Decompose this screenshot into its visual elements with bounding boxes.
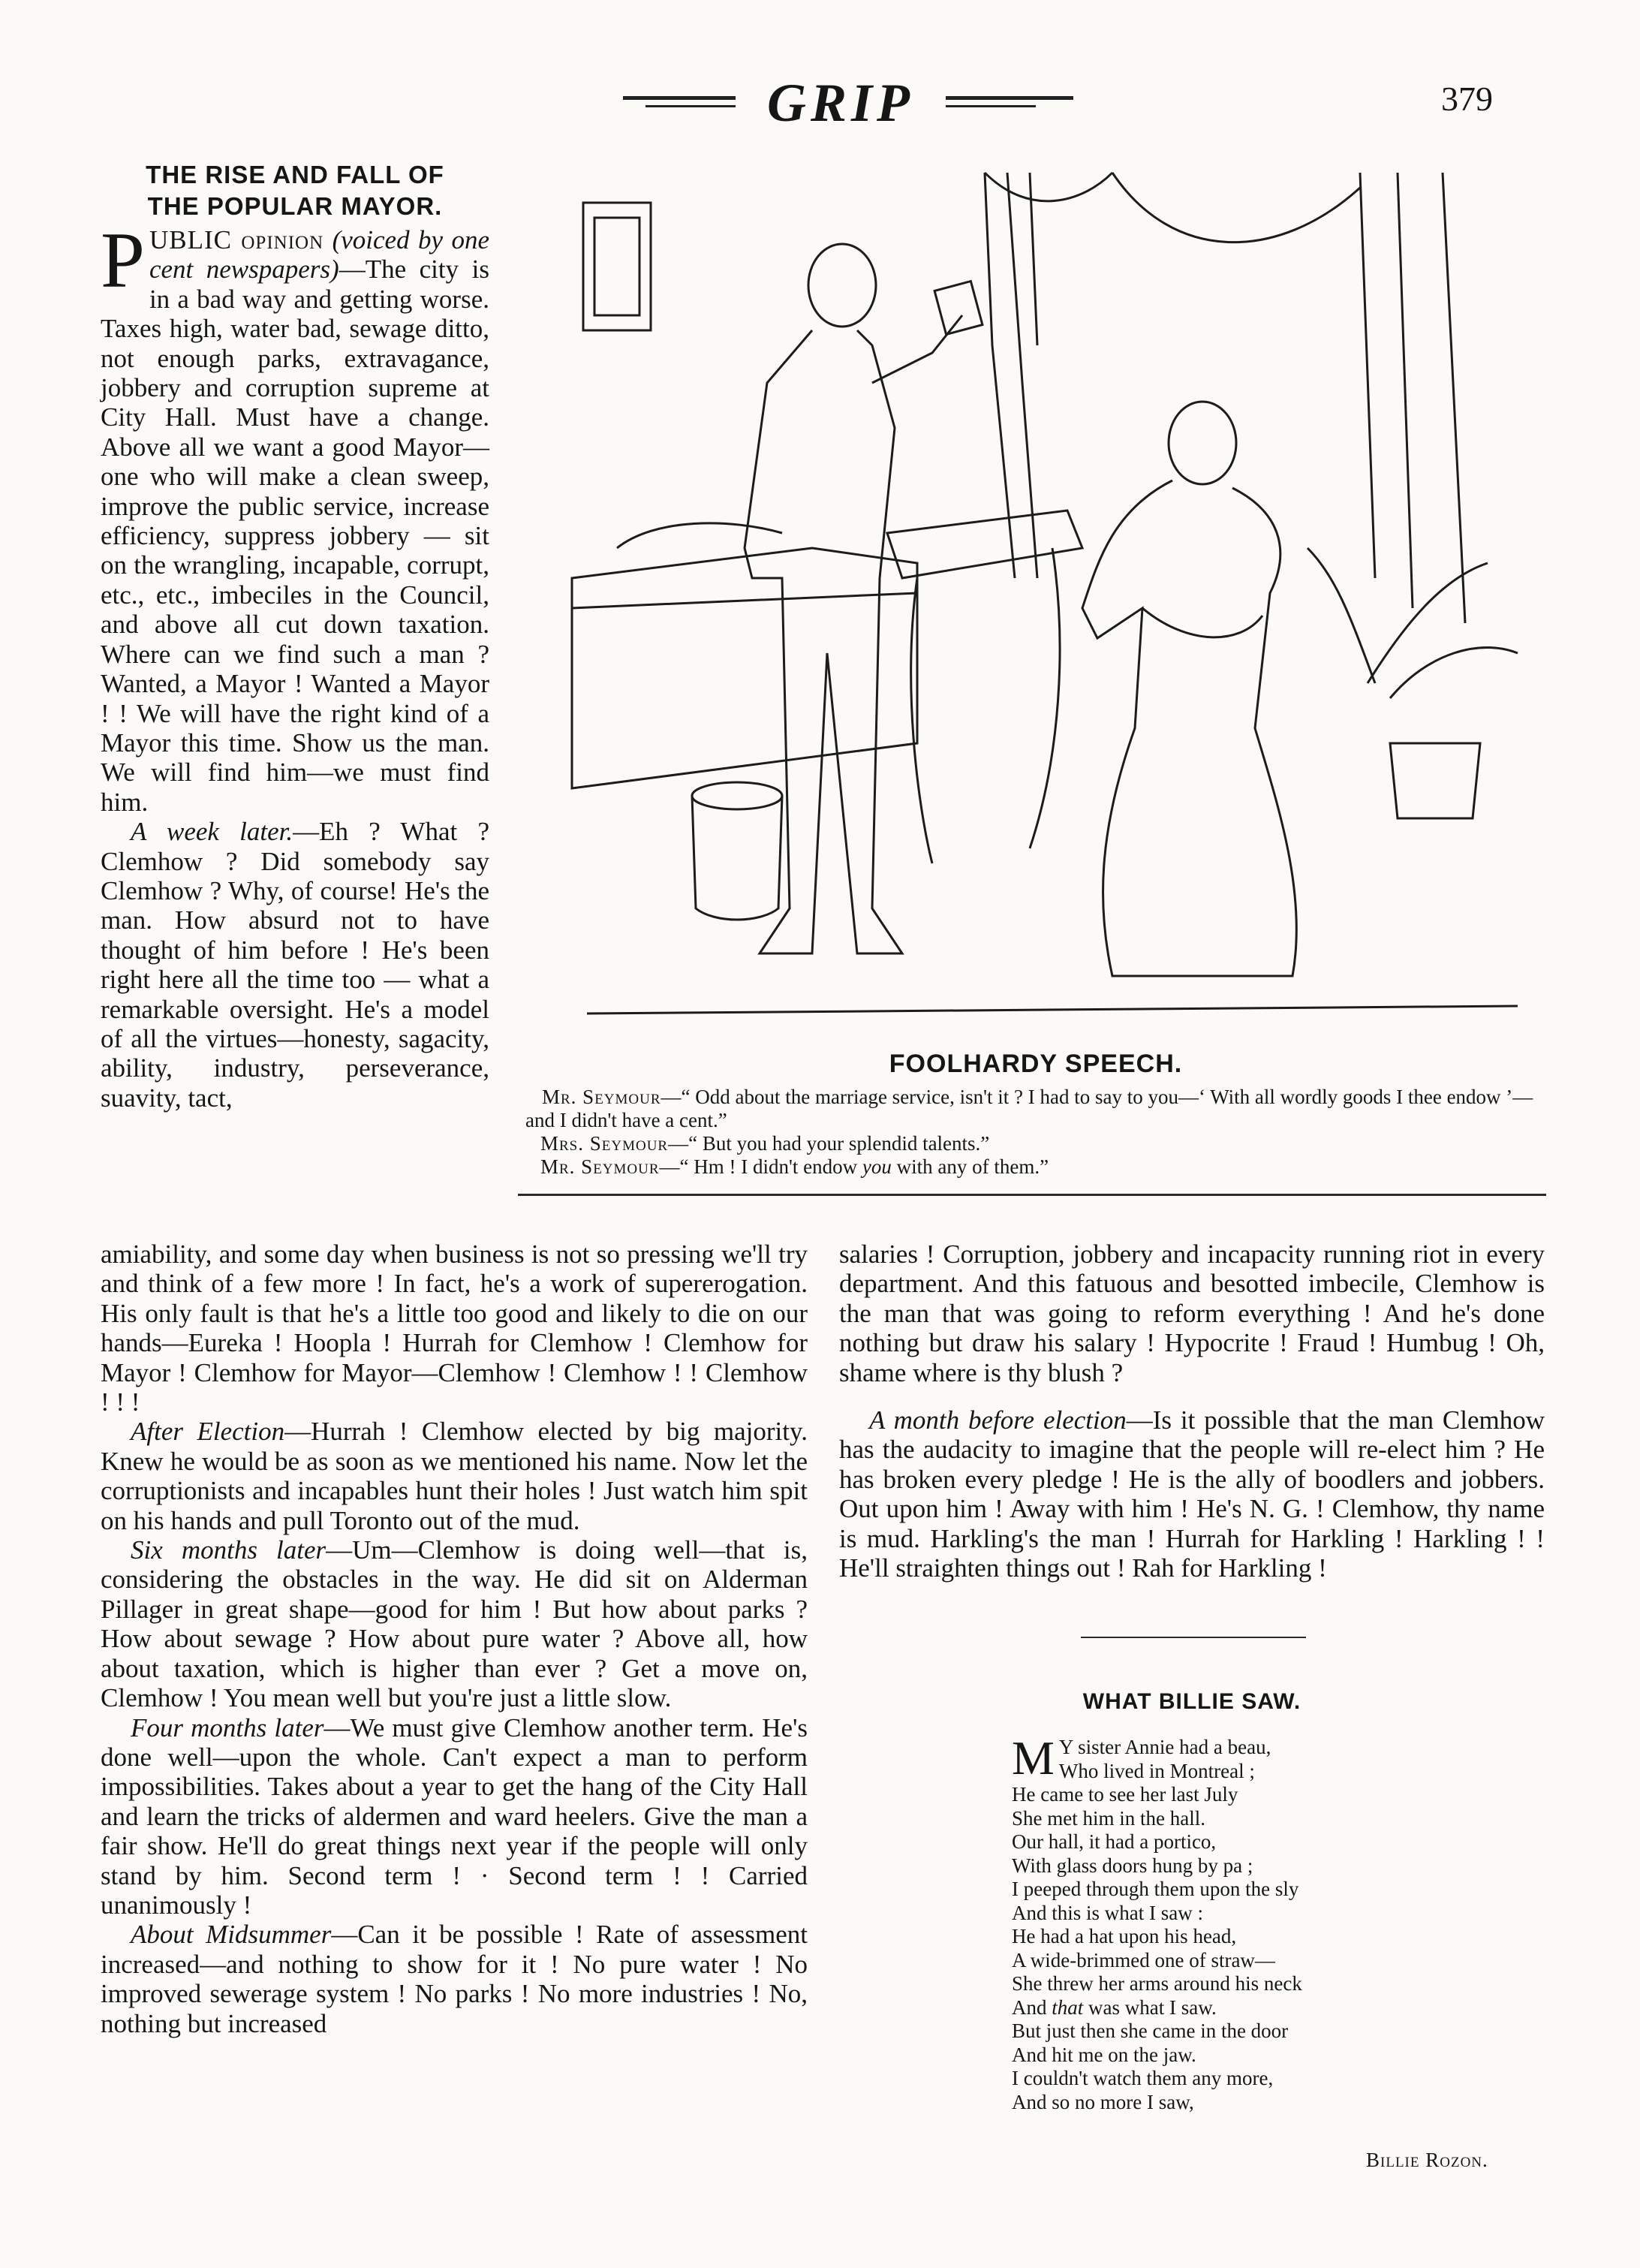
article-column-2 [101,1239,808,2038]
poem-line: She threw her arms around his neck [1012,1972,1302,1995]
cartoon-drawing [542,158,1540,1029]
poem-line: He had a hat upon his head, [1012,1925,1237,1947]
poem-line [1012,1996,1522,2020]
poem-line: But just then she came in the door [1012,2020,1289,2042]
article-paragraph-2 [101,817,489,1113]
article-paragraph-7 [839,1405,1545,1583]
poem-emphasis: that [1052,1995,1084,2019]
poem-line-text: Y sister Annie had a beau, [1058,1736,1271,1758]
paragraph-text: —Is it possible that the man Clemhow has the audacity to imagine that the people will re-elect him ? He has broken every pledge ! He is the ally of boodlers and jobbers. Out upon him ! Away with him ! He's N. G. ! Clemhow, thy name is mud. Harkling's the man ! Hurrah for Harkling ! Harkling ! ! He'll straighten things out ! Rah for Harkling ! [839,1405,1545,1583]
section-label: After Election [131,1417,285,1447]
dialogue-emphasis: you [862,1155,892,1178]
paragraph-text: —Eh ? What ? Clemhow ? Did somebody say Clemhow ? Why, of course! He's the man. How absurd not to have thought of him before ! He's been right here all the time too — what a remarkable oversight. He's a model of all the virtues—honesty, sagacity, ability, industry, perseverance, suavity, tact, [101,817,489,1113]
masthead [0,75,1640,135]
poem-line: Who lived in Montreal ; [1058,1759,1255,1782]
article-column-1 [101,216,489,1113]
dialogue-text: —“ Hm ! I didn't endow [659,1155,862,1178]
masthead-left-rule-2 [645,105,736,107]
poem-line: A wide-brimmed one of straw— [1012,1948,1275,1971]
article-headline-line-1: THE RISE AND FALL OF [146,161,444,188]
speaker-name: Mrs. Seymour [540,1132,669,1155]
poem-line: I peeped through them upon the sly [1012,1878,1299,1900]
poem-line: And so no more I saw, [1012,2090,1194,2113]
dialogue-text: —“ But you had your splendid talents.” [668,1132,990,1155]
italic-aside: (voiced by one cent newspapers) [149,225,489,285]
masthead-right-rule [946,96,1073,100]
article-paragraph-3 [101,1417,808,1535]
masthead-title: GRIP [766,73,915,133]
dialogue-text: —“ Odd about the marriage service, isn't it ? I had to say to you—‘ With all wordly goods I thee endow ’—and I didn't have a cent.” [525,1086,1533,1131]
poem-author: Billie Rozon. [1366,2149,1488,2171]
poem-line-text: And [1012,1995,1052,2019]
poem-body [1012,1731,1522,2114]
poem-title: WHAT BILLIE SAW. [1082,1689,1301,1714]
article-paragraph-4 [101,1535,808,1712]
page-number: 379 [1441,80,1493,118]
article-column-3 [839,1239,1545,1583]
poem-line: With glass doors hung by pa ; [1012,1854,1253,1877]
section-label: A week later. [131,817,293,847]
poem-line: He came to see her last July [1012,1783,1238,1806]
masthead-right-rule-2 [946,105,1036,107]
article-paragraph-6-continued: salaries ! Corruption, jobbery and incapacity running riot in every department. And this fatuous and besotted imbecile, Clemhow is the man that was going to reform everything ! And he's done nothing but draw his salary ! Hypocrite ! Fraud ! Humbug ! Oh, shame where is thy blush ? [839,1239,1545,1387]
speaker-name: Mr. Seymour [542,1086,661,1108]
paragraph-text: —We must give Clemhow another term. He's done well—upon the whole. Can't expect a man to perform impossibilities. Takes about a year to get the hang of the City Hall and learn the tricks of aldermen and ward heelers. Give the man a fair show. He'll do great things next year if the people will only stand by him. Second term ! · Second term ! ! Carried unanimously ! [101,1712,808,1920]
article-headline-line-2: THE POPULAR MAYOR. [147,192,443,220]
cartoon-title: FOOLHARDY SPEECH. [889,1050,1183,1078]
poem-line: I couldn't watch them any more, [1012,2067,1274,2089]
paragraph-text: —The city is in a bad way and getting worse. Taxes high, water bad, sewage ditto, not enough parks, extravagance, jobbery and corruption supreme at City Hall. Must have a change. Above all we want a good Mayor—one who will make a clean sweep, improve the public service, increase efficiency, suppress jobbery — sit on the wrangling, incapable, corrupt, etc., etc., imbeciles in the Council, and above all cut down taxation. Where can we find such a man ? Wanted, a Mayor ! Wanted a Mayor ! ! We will have the right kind of a Mayor this time. Show us the man. We will find him—we must find him. [101,255,489,817]
section-label: A month before election [869,1405,1127,1435]
poem-line: And this is what I saw : [1012,1901,1203,1924]
poem-line: Our hall, it had a portico, [1012,1830,1217,1853]
cartoon-illustration [542,158,1540,1029]
poem-drop-cap: M [1012,1731,1055,1785]
caption-divider [518,1194,1546,1196]
poem-line: And hit me on the jaw. [1012,2043,1196,2066]
masthead-left-rule [623,96,736,100]
poem-divider [1081,1637,1306,1638]
article-paragraph-2-continued: amiability, and some day when business is not so pressing we'll try and think of a few more ! In fact, he's a work of supererogation. His only fault is that he's a little too good and likely to die on our hands—Eureka ! Hoopla ! Hurrah for Clemhow ! Clemhow for Mayor ! Clemhow for Mayor—Clemhow ! Clemhow ! ! Clemhow ! ! ! [101,1239,808,1417]
section-label: About Midsummer [131,1920,332,1950]
smallcaps-opening: UBLIC opinion [149,225,324,255]
cartoon-caption [525,1086,1546,1179]
poem-line-text: was what I saw. [1083,1995,1217,2019]
article-paragraph-6 [101,1920,808,2038]
paragraph-text: —Um—Clemhow is doing well—that is, considering the obstacles in the way. He did sit on Alderman Pillager in great shape—good for him ! But how about parks ? How about sewage ? How about pure water ? Above all, how about taxation, which is higher than ever ? Get a move on, Clemhow ! You mean well but you're just a little slow. [101,1535,808,1713]
article-paragraph-5 [101,1713,808,1920]
caption-line-1 [525,1086,1546,1132]
article-headline [96,159,494,222]
section-label: Four months later [131,1712,324,1742]
paragraph-text: —Can it be possible ! Rate of assessment increased—and nothing to show for it ! No pure water ! No improved sewerage system ! No parks ! No more industries ! No, nothing but increased [101,1920,808,2038]
dialogue-text: with any of them.” [891,1155,1049,1178]
caption-line-3 [525,1155,1546,1179]
drop-cap: P [101,216,145,304]
poem-line: She met him in the hall. [1012,1806,1205,1830]
speaker-name: Mr. Seymour [540,1155,660,1178]
caption-line-2 [525,1132,1546,1155]
article-paragraph-1 [101,216,489,817]
paragraph-text: —Hurrah ! Clemhow elected by big majority. Knew he would be as soon as we mentioned his name. Now let the corruptionists and incapables hunt their holes ! Just watch him spit on his hands and pull Toronto out of the mud. [101,1417,808,1535]
section-label: Six months later [131,1535,326,1565]
